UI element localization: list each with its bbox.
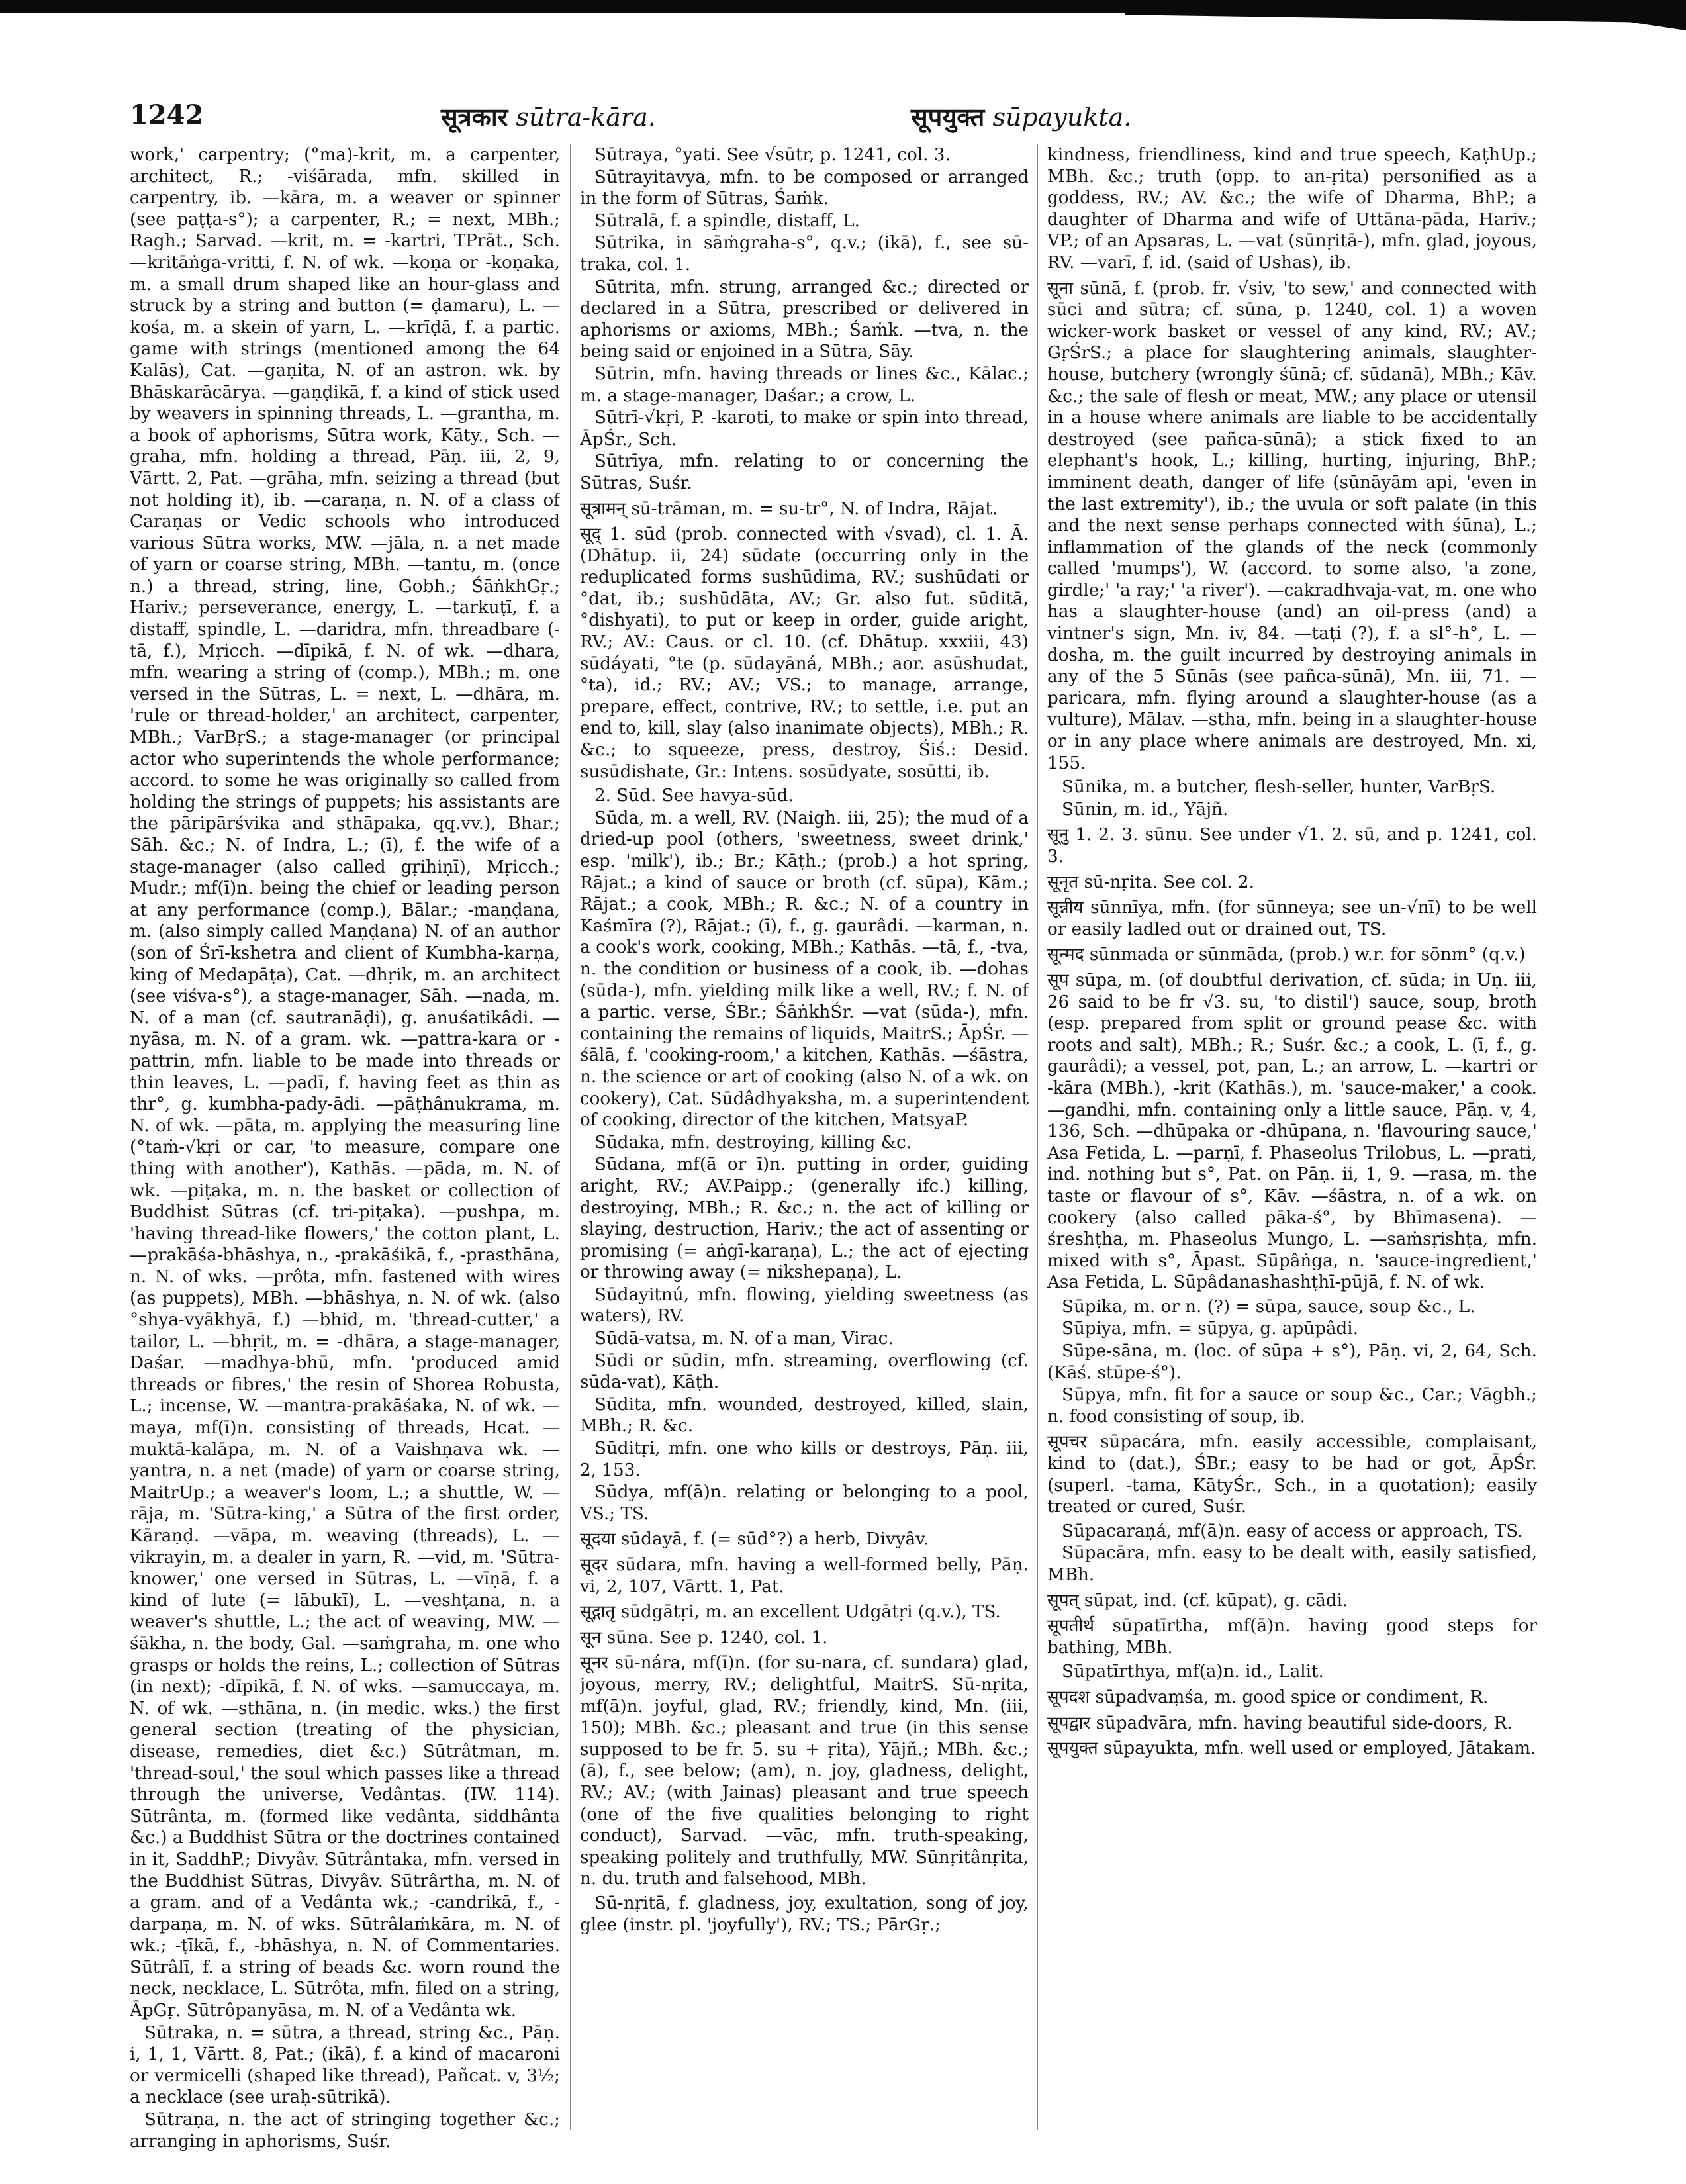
dictionary-entry: Sūpacāra, mfn. easy to be dealt with, easily satisfied, MBh. [1047, 1543, 1537, 1585]
dictionary-entry: सूद् 1. sūd (prob. connected with √svad), cl. 1. Ā. (Dhātup. ii, 24) sūdate (occurring only in the reduplicated forms sushūdima, RV.; sushūdati or °dat, ib.; sushūdāta, AV.; Gr. also fut. sūditā, °dishyati), to put or keep in order, guide aright, RV.; AV.: Caus. or cl. 10. (cf. Dhātup. xxxiii, 43) sūdáyati, °te (p. sūdayāná, MBh.; aor. asūshudat, °ta), id.; RV.; AV.; VS.; to manage, arrange, prepare, effect, contrive, RV.; to settle, i.e. put an end to, kill, slay (also inanimate objects), MBh.; R. &c.; to squeeze, press, destroy, Śiś.: Desid. susūdishate, Gr.: Intens. sosūdyate, sosūtti, ib. [580, 524, 1029, 782]
column-divider-1 [570, 144, 571, 2130]
dictionary-column-1 [130, 144, 560, 2170]
dictionary-entry: Sūdayitnú, mfn. flowing, yielding sweetness (as waters), RV. [580, 1284, 1029, 1327]
dictionary-entry: Sūtrika, in sāṁgraha-s°, q.v.; (ikā), f., see sū-traka, col. 1. [580, 233, 1029, 275]
dictionary-entry: Sūpya, mfn. fit for a sauce or soup &c., Car.; Vāgbh.; n. food consisting of soup, ib. [1047, 1385, 1537, 1427]
dictionary-entry: Sūtraya, °yati. See √sūtr, p. 1241, col. 3. [594, 145, 951, 165]
dictionary-entry: सूना sūnā, f. (prob. fr. √siv, 'to sew,' and connected with sūci and sūtra; cf. sūna, p. 1240, col. 1) a woven wicker-work basket or vessel of any kind, RV.; AV.; GṛŚrS.; a place for slaughtering animals, slaughter-house, butchery (wrongly śūnā; cf. sūdanā), MBh.; Kāv. &c.; the sale of flesh or meat, MW.; any place or utensil in a house where animals are liable to be accidentally destroyed (see pañca-sūnā); a stick fixed to an elephant's hook, L.; killing, hurting, injuring, BhP.; imminent death, danger of life (sūnāyām api, 'even in the last extremity'), ib.; the uvula or soft palate (in this and the next sense perhaps connected with śūna), L.; inflammation of the glands of the neck (commonly called 'mumps'), W. (accord. to some also, 'a zone, girdle;' 'a ray;' 'a river'). —cakradhvaja-vat, m. one who has a slaughter-house (and) an oil-press (and) a vintner's sign, Mn. iv, 84. —taṭi (?), f. a sl°-h°, L. —dosha, m. the guilt incurred by destroying animals in any of the 5 Sūnās (see pañca-sūnā), Mn. iii, 71. —paricara, mfn. flying around a slaughter-house (as a vulture), Mālav. —stha, mfn. being in a slaughter-house or in any place where animals are destroyed, Mn. xi, 155. [1047, 278, 1537, 773]
dictionary-column-2 [580, 144, 1029, 2170]
dictionary-entry: सूनृत sū-nṛita. See col. 2. [1047, 872, 1254, 892]
dictionary-entry: सूपत् sūpat, ind. (cf. kūpat), g. cādi. [1047, 1590, 1348, 1611]
right-running-head-translit: sūpayukta. [992, 103, 1132, 132]
dictionary-entry: सूनर sū-nára, mf(ī)n. (for su-nara, cf. sundara) glad, joyous, merry, RV.; delightful, MaitrS. Sū-nṛita, mf(ā)n. joyful, glad, RV.; friendly, kind, Mn. (iii, 150); MBh. &c.; pleasant and true (in this sense supposed to be fr. 5. su + ṛita), Yājñ.; MBh. &c.; (ā), f., see below; (am), n. joy, gladness, delight, RV.; AV.; (with Jainas) pleasant and true speech (one of the five qualities belonging to right conduct), Sarvad. —vāc, mfn. truth-speaking, speaking politely and truthfully, MW. Sūnṛitânṛita, n. du. truth and falsehood, MBh. [580, 1653, 1029, 1889]
dictionary-entry: Sūpiya, mfn. = sūpya, g. apūpâdi. [1062, 1319, 1358, 1339]
page-header [130, 98, 1593, 138]
dictionary-entry: Sūdā-vatsa, m. N. of a man, Virac. [594, 1329, 894, 1349]
left-running-head-translit: sūtra-kāra. [516, 103, 656, 132]
dictionary-entry: Sūpatīrthya, mf(a)n. id., Lalit. [1062, 1662, 1324, 1682]
dictionary-entry: Sūpacaraṇá, mf(ā)n. easy of access or approach, TS. [1062, 1521, 1523, 1541]
dictionary-entry: सून्नीय sūnnīya, mfn. (for sūnneya; see un-√nī) to be well or easily ladled out or drained out, TS. [1047, 898, 1537, 939]
right-running-head [911, 99, 1131, 134]
dictionary-entry: Sūdana, mf(ā or ī)n. putting in order, guiding aright, RV.; AV.Paipp.; (generally ifc.) killing, destroying, MBh.; R. &c.; n. the act of killing or slaying, destruction, Hariv.; the act of assenting or promising (= aṅgī-karaṇa), L.; the act of ejecting or throwing away (= nikshepaṇa), L. [580, 1155, 1029, 1283]
page-number: 1242 [130, 99, 204, 130]
dictionary-entry: Sūtraka, n. = sūtra, a thread, string &c., Pāṇ. i, 1, 1, Vārtt. 8, Pat.; (ikā), f. a kind of macaroni or vermicelli (shaped like thread), Pañcat. v, 3½; a necklace (see uraḥ-sūtrikā). [130, 2022, 560, 2108]
dictionary-column-3 [1047, 144, 1537, 2170]
dictionary-entry: सूत्रामन् sū-trāman, m. = su-tr°, N. of Indra, Rājat. [580, 499, 998, 519]
dictionary-entry: सूपद्वार sūpadvāra, mfn. having beautiful side-doors, R. [1047, 1713, 1513, 1733]
dictionary-entry: सूनु 1. 2. 3. sūnu. See under √1. 2. sū, and p. 1241, col. 3. [1047, 825, 1537, 867]
dictionary-entry: Sūnin, m. id., Yājñ. [1062, 799, 1229, 820]
dictionary-entry: सूपचर sūpacára, mfn. easily accessible, complaisant, kind to (dat.), ŚBr.; easy to be had or got, ĀpŚr. (superl. -tama, KātyŚr., Sch., in a quotation); easily treated or cured, Suśr. [1047, 1432, 1537, 1517]
dictionary-entry: Sū-nṛitā, f. gladness, joy, exultation, song of joy, glee (instr. pl. 'joyfully'), RV.; TS.; PārGṛ.; [580, 1893, 1029, 1935]
left-running-head [441, 99, 656, 134]
dictionary-entry: Sūdaka, mfn. destroying, killing &c. [594, 1132, 912, 1153]
dictionary-entry: Sūditṛi, mfn. one who kills or destroys, Pāṇ. iii, 2, 153. [580, 1439, 1029, 1480]
dictionary-entry: kindness, friendliness, kind and true speech, KaṭhUp.; MBh. &c.; truth (opp. to an-ṛita) personified as a goddess, RV.; AV. &c.; the wife of Dharma, BhP.; a daughter of Dharma and wife of Uttāna-pāda, Hariv.; VP.; of an Apsaras, L. —vat (sūnṛitā-), mfn. glad, joyous, RV. —varī, f. id. (said of Ushas), ib. [1047, 145, 1537, 273]
dictionary-entry: Sūtrī-√kṛi, P. -karoti, to make or spin into thread, ĀpŚr., Sch. [580, 408, 1029, 450]
dictionary-entry: Sūtrayitavya, mfn. to be composed or arranged in the form of Sūtras, Śaṁk. [580, 167, 1029, 209]
dictionary-entry: सूदया sūdayā, f. (= sūd°?) a herb, Divyâv. [580, 1529, 929, 1550]
dictionary-entry: Sūnika, m. a butcher, flesh-seller, hunter, VarBṛS. [1062, 777, 1496, 798]
scan-edge-bar [0, 0, 1686, 13]
dictionary-entry: सूदर sūdara, mfn. having a well-formed belly, Pāṇ. vi, 2, 107, Vārtt. 1, Pat. [580, 1555, 1029, 1597]
dictionary-entry: Sūtralā, f. a spindle, distaff, L. [594, 211, 860, 231]
dictionary-entry: Sūpe-sāna, m. (loc. of sūpa + s°), Pāṇ. vi, 2, 64, Sch. (Kāś. stūpe-ś°). [1047, 1341, 1537, 1383]
dictionary-entry: Sūtrīya, mfn. relating to or concerning the Sūtras, Suśr. [580, 451, 1029, 493]
dictionary-entry: सून्मद sūnmada or sūnmāda, (prob.) w.r. for sōnm° (q.v.) [1047, 945, 1526, 965]
dictionary-entry: सूद्गातृ sūdgātṛi, m. an excellent Udgātṛi (q.v.), TS. [580, 1602, 1001, 1623]
scan-edge-shadow [1125, 12, 1686, 30]
dictionary-entry: Sūdi or sūdin, mfn. streaming, overflowing (cf. sūda-vat), Kāṭh. [580, 1351, 1029, 1393]
dictionary-entry: Sūtrin, mfn. having threads or lines &c., Kālac.; m. a stage-manager, Daśar.; a crow, L. [580, 363, 1029, 406]
dictionary-entry: सूपयुक्त sūpayukta, mfn. well used or employed, Jātakam. [1047, 1738, 1536, 1759]
dictionary-entry: Sūtraṇa, n. the act of stringing together &c.; arranging in aphorisms, Suśr. [130, 2110, 560, 2152]
dictionary-entry: 2. Sūd. See havya-sūd. [594, 786, 794, 806]
dictionary-entry: सून sūna. See p. 1240, col. 1. [580, 1627, 828, 1648]
dictionary-entry: Sūtrita, mfn. strung, arranged &c.; directed or declared in a Sūtra, prescribed or delivered in aphorisms or axioms, MBh.; Śaṁk. —tva, n. the being said or enjoined in a Sūtra, Sāy. [580, 277, 1029, 362]
dictionary-entry: सूप sūpa, m. (of doubtful derivation, cf. sūda; in Uṇ. iii, 26 said to be fr √3. su, 'to distil') sauce, soup, broth (esp. prepared from split or ground pease &c. with roots and salt), MBh.; R.; Suśr. &c.; a cook, L. (ī, f., g. gaurâdi); a vessel, pot, pan, L.; an arrow, L. —kartri or -kāra (MBh.), -krit (Kathās.), m. 'sauce-maker,' a cook. —gandhi, mfn. containing only a little sauce, Pāṇ. v, 4, 136, Sch. —dhūpaka or -dhūpana, n. 'flavouring sauce,' Asa Fetida, L. —parṇī, f. Phaseolus Trilobus, L. —prati, ind. nothing but s°, Pat. on Pāṇ. ii, 1, 9. —rasa, m. the taste or flavour of s°, Kāv. —śāstra, n. of a wk. on cookery (also called pāka-ś°, by Bhīmasena). —śreshṭha, m. Phaseolus Mungo, L. —saṁsṛishṭa, mfn. mixed with s°, Āpast. Sūpâṅga, n. 'sauce-ingredient,' Asa Fetida, L. Sūpâdanashashṭhī-pūjā, f. N. of wk. [1047, 970, 1537, 1293]
dictionary-entry: work,' carpentry; (°ma)-krit, m. a carpenter, architect, R.; -viśārada, mfn. skilled in carpentry, ib. —kāra, m. a weaver or spinner (see paṭṭa-s°); a carpenter, R.; = next, MBh.; Ragh.; Sarvad. —krit, m. = -kartri, TPrāt., Sch. —kritāṅga-vritti, f. N. of wk. —koṇa or -koṇaka, m. a small drum shaped like an hour-glass and struck by a string and button (= ḍamaru), L. —kośa, m. a skein of yarn, L. —krīḍā, f. a partic. game with strings (mentioned among the 64 Kalās), Cat. —gaṇita, N. of an astron. wk. by Bhāskarācārya. —gaṇḍikā, f. a kind of stick used by weavers in spinning threads, L. —grantha, m. a book of aphorisms, Sūtra work, Kāty., Sch. —graha, mfn. holding a thread, Pāṇ. iii, 2, 9, Vārtt. 2, Pat. —grāha, mfn. seizing a thread (but not holding it), ib. —caraṇa, n. N. of a class of Caraṇas or Vedic schools who introduced various Sūtra works, MW. —jāla, n. a net made of yarn or coarse string, MBh. —tantu, m. (once n.) a thread, string, line, Gobh.; ŚāṅkhGṛ.; Hariv.; perseverance, energy, L. —tarkuṭī, f. a distaff, spindle, L. —daridra, mfn. threadbare (-tā, f.), Mṛicch. —dīpikā, f. N. of wk. —dhara, mfn. wearing a string of (comp.), MBh.; m. one versed in the Sūtras, L. = next, L. —dhāra, m. 'rule or thread-holder,' an architect, carpenter, MBh.; VarBṛS.; a stage-manager (or principal actor who superintends the whole performance; accord. to some he was originally so called from holding the strings of puppets; his assistants are the pāripārśvika and sthāpaka, qq.vv.), Bhar.; Sāh. &c.; N. of Indra, L.; (ī), f. the wife of a stage-manager (also called gṛihiṇī), Mṛicch.; Mudr.; mf(ī)n. being the chief or leading person at any performance (comp.), Bālar.; -maṇḍana, m. (also simply called Maṇḍana) N. of an author (son of Śrī-kshetra and client of Kumbha-karṇa, king of Medapāṭa), Cat. —dhṛik, m. an architect (see viśva-s°), a stage-manager, Sāh. —nada, m. N. of a man (cf. sautranāḍi), g. anuśatikâdi. —nyāsa, m. N. of a gram. wk. —pattra-kara or -pattrin, mfn. liable to be made into threads or thin leaves, L. —padī, f. having feet as thin as thr°, g. kumbha-pady-ādi. —pāṭhânukrama, m. N. of wk. —pāta, m. applying the measuring line (°taṁ-√kṛi or car, 'to measure, compare one thing with another'), Kathās. —pāda, m. N. of wk. —piṭaka, m. n. the basket or collection of Buddhist Sūtras (cf. tri-piṭaka). —pushpa, m. 'having thread-like flowers,' the cotton plant, L. —prakāśa-bhāshya, n., -prakāśikā, f., -prasthāna, n. N. of wks. —prôta, mfn. fastened with wires (as puppets), MBh. —bhāshya, n. N. of wk. (also °shya-vyākhyā, f.) —bhid, m. 'thread-cutter,' a tailor, L. —bhṛit, m. = -dhāra, a stage-manager, Daśar. —madhya-bhū, mfn. 'produced amid threads or fibres,' the resin of Shorea Robusta, L.; incense, W. —mantra-prakāśaka, N. of wk. —maya, mf(ī)n. consisting of threads, Hcat. —muktā-kalāpa, m. N. of a Vaishṇava wk. —yantra, n. a net (made) of yarn or coarse string, MaitrUp.; a weaver's loom, L.; a shuttle, W. —rāja, m. 'Sūtra-king,' a Sūtra of the first order, Kāraṇḍ. —vāpa, m. weaving (threads), L. —vikrayin, m. a dealer in yarn, R. —vid, m. 'Sūtra-knower,' one versed in Sūtras, L. —vīṇā, f. a kind of lute (= lābukī), L. —veshṭana, n. a weaver's shuttle, L.; the act of weaving, MW. —śākha, n. the body, Gal. —saṁgraha, m. one who grasps or holds the reins, L.; collection of Sūtras (in next); -dīpikā, f. N. of wks. —samuccaya, m. N. of wk. —sthāna, n. (in medic. wks.) the first general section (treating of the physician, disease, remedies, diet &c.) Sūtrâtman, m. 'thread-soul,' the soul which passes like a thread through the universe, Vedântas. (IW. 114). Sūtrânta, m. (formed like vedânta, siddhânta &c.) a Buddhist Sūtra or the doctrines contained in it, SaddhP.; Divyâv. Sūtrântaka, mfn. versed in the Buddhist Sūtras, Divyâv. Sūtrârtha, m. N. of a gram. and of a Vedânta wk.; -candrikā, f., -darpaṇa, m. N. of wks. Sūtrâlaṁkāra, m. N. of wk.; -ṭīkā, f., -bhāshya, n. N. of Commentaries. Sūtrâlī, f. a string of beads &c. worn round the neck, necklace, L. Sūtrôta, mfn. filed on a string, ĀpGṛ. Sūtrôpanyāsa, m. N. of a Vedânta wk. [130, 145, 560, 2021]
left-running-head-devanagari: सूत्रकार [441, 102, 508, 132]
dictionary-entry: Sūdita, mfn. wounded, destroyed, killed, slain, MBh.; R. &c. [580, 1394, 1029, 1437]
dictionary-entry: Sūda, m. a well, RV. (Naigh. iii, 25); the mud of a dried-up pool (others, 'sweetness, sweet drink,' esp. 'milk'), ib.; Br.; Kāṭh.; (prob.) a hot spring, Rājat.; a kind of sauce or broth (cf. sūpa), Kām.; Rājat.; a cook, MBh.; R. &c.; N. of a country in Kaśmīra (?), Rājat.; (ī), f., g. gaurâdi. —karman, n. a cook's work, cooking, MBh.; Kathās. —tā, f., -tva, n. the condition or business of a cook, ib. —dohas (sūda-), mfn. yielding milk like a well, RV.; f. N. of a partic. verse, ŚBr.; ŚāṅkhŚr. —vat (sūda-), mfn. containing the remains of liquids, MaitrS.; ĀpŚr. —śālā, f. 'cooking-room,' a kitchen, Kathās. —śāstra, n. the science or art of cooking (also N. of a wk. on cookery), Cat. Sūdâdhyaksha, m. a superintendent of cooking, director of the kitchen, MatsyaP. [580, 808, 1029, 1131]
dictionary-entry: सूपतीर्थ sūpatīrtha, mf(ā)n. having good steps for bathing, MBh. [1047, 1616, 1537, 1658]
dictionary-entry: सूपदश sūpadvaṃśa, m. good spice or condiment, R. [1047, 1687, 1489, 1707]
dictionary-entry: Sūdya, mf(ā)n. relating or belonging to a pool, VS.; TS. [580, 1482, 1029, 1524]
dictionary-entry: Sūpika, m. or n. (?) = sūpa, sauce, soup &c., L. [1062, 1296, 1475, 1317]
right-running-head-devanagari: सूपयुक्त [911, 102, 985, 132]
column-divider-2 [1037, 144, 1038, 2130]
